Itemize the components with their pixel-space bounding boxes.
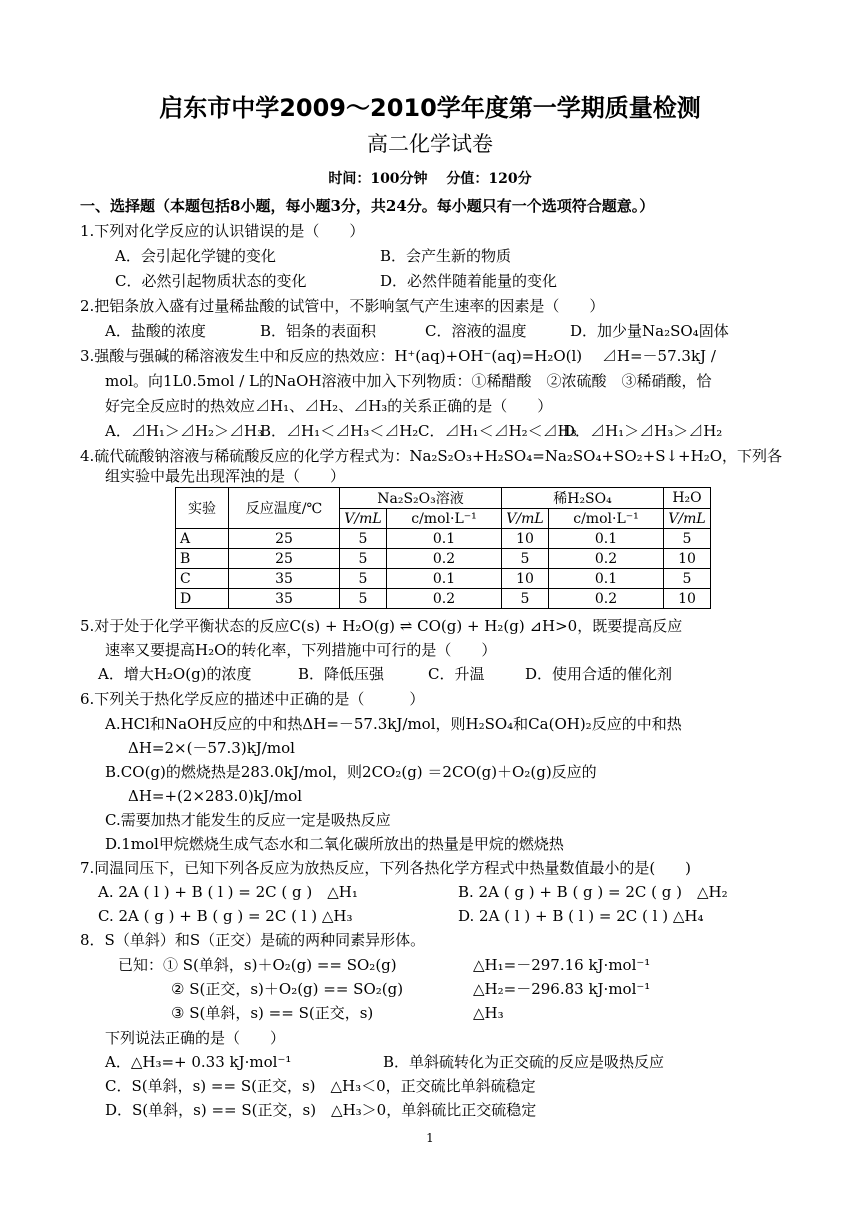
cell-c1: 0.2 — [387, 589, 502, 609]
cell-v2: 5 — [502, 549, 549, 569]
table-row — [176, 569, 711, 589]
q8-ask: 下列说法正确的是（ ） — [105, 1029, 286, 1047]
q8-known-1: 已知：① S(单斜，s)＋O₂(g) == SO₂(g) — [118, 956, 397, 974]
page-title: 启东市中学2009～2010学年度第一学期质量检测 — [159, 94, 701, 122]
q1-option-a: A．会引起化学键的变化 — [115, 247, 276, 265]
th-temp: 反应温度/℃ — [229, 488, 340, 529]
table-row — [176, 529, 711, 549]
th-h2o: H₂O — [664, 488, 711, 509]
cell-temp: 35 — [229, 589, 340, 609]
cell-c2: 0.2 — [549, 589, 664, 609]
q2-option-c: C．溶液的温度 — [425, 322, 527, 340]
q5-option-a: A．增大H₂O(g)的浓度 — [98, 665, 252, 683]
q6-option-b-line2: ΔH=+(2×283.0)kJ/mol — [128, 787, 303, 805]
cell-temp: 25 — [229, 549, 340, 569]
cell-v2: 5 — [502, 589, 549, 609]
th-v1: V/mL — [340, 509, 387, 529]
th-h2so4: 稀H₂SO₄ — [502, 488, 664, 509]
q6-option-c: C.需要加热才能发生的反应一定是吸热反应 — [105, 811, 391, 829]
q8-option-b: B．单斜硫转化为正交硫的反应是吸热反应 — [383, 1053, 665, 1071]
cell-c2: 0.1 — [549, 529, 664, 549]
q3-option-d: D．⊿H₁＞⊿H₃＞⊿H₂ — [563, 422, 723, 440]
cell-v1: 5 — [340, 529, 387, 549]
cell-c1: 0.2 — [387, 549, 502, 569]
q3-line3: 好完全反应时的热效应⊿H₁、⊿H₂、⊿H₃的关系正确的是（ ） — [105, 397, 553, 415]
q1-option-d: D．必然伴随着能量的变化 — [380, 272, 558, 290]
cell-v3: 10 — [664, 549, 711, 569]
q7-option-d: D. 2A ( l ) + B ( l ) = 2C ( l ) △H₄ — [458, 907, 704, 925]
q7-option-c: C. 2A ( g ) + B ( g ) = 2C ( l ) △H₃ — [98, 907, 353, 925]
q1-option-b: B．会产生新的物质 — [380, 247, 512, 265]
q5-option-c: C．升温 — [428, 665, 485, 683]
q2-stem: 2.把铝条放入盛有过量稀盐酸的试管中，不影响氢气产生速率的因素是（ ） — [80, 297, 605, 315]
q3-line2: mol。向1L0.5mol / L的NaOH溶液中加入下列物质：①稀醋酸 ②浓硫酸 ③稀硝酸，恰 — [105, 372, 712, 390]
q1-option-c: C．必然引起物质状态的变化 — [115, 272, 307, 290]
q6-option-a-line1: A.HCl和NaOH反应的中和热ΔH=－57.3kJ/mol，则H₂SO₄和Ca(OH)₂反应的中和热 — [105, 715, 682, 733]
q8-known-3: ③ S(单斜，s) == S(正交，s) — [171, 1004, 374, 1022]
q6-stem: 6.下列关于热化学反应的描述中正确的是（ ） — [80, 690, 425, 708]
cell-v3: 5 — [664, 569, 711, 589]
th-c1: c/mol·L⁻¹ — [387, 509, 502, 529]
table-row — [176, 589, 711, 609]
th-na2s2o3: Na₂S₂O₃溶液 — [340, 488, 502, 509]
page-subtitle: 高二化学试卷 — [367, 132, 493, 156]
cell-temp: 25 — [229, 529, 340, 549]
q6-option-d: D.1mol甲烷燃烧生成气态水和二氧化碳所放出的热量是甲烷的燃烧热 — [105, 835, 564, 853]
q8-option-d: D．S(单斜，s) == S(正交，s) △H₃＞0，单斜硫比正交硫稳定 — [105, 1101, 537, 1119]
cell-exp: D — [176, 589, 229, 609]
cell-c1: 0.1 — [387, 569, 502, 589]
q6-option-a-line2: ΔH=2×(－57.3)kJ/mol — [128, 739, 295, 757]
cell-v2: 10 — [502, 529, 549, 549]
cell-v1: 5 — [340, 589, 387, 609]
q7-option-a: A. 2A ( l ) + B ( l ) = 2C ( g ) △H₁ — [98, 883, 358, 901]
q5-line1: 5.对于处于化学平衡状态的反应C(s) + H₂O(g) ⇌ CO(g) + H₂(g) ⊿H>0，既要提高反应 — [80, 617, 683, 635]
cell-temp: 35 — [229, 569, 340, 589]
q8-known-1-dh: △H₁=－297.16 kJ·mol⁻¹ — [473, 956, 651, 974]
experiment-table — [175, 487, 711, 609]
q8-known-2: ② S(正交，s)＋O₂(g) == SO₂(g) — [171, 980, 404, 998]
q5-line2: 速率又要提高H₂O的转化率，下列措施中可行的是（ ） — [105, 641, 497, 659]
th-v2: V/mL — [502, 509, 549, 529]
q3-option-b: B．⊿H₁＜⊿H₃＜⊿H₂ — [260, 422, 419, 440]
cell-c2: 0.2 — [549, 549, 664, 569]
q3-line1: 3.强酸与强碱的稀溶液发生中和反应的热效应：H⁺(aq)+OH⁻(aq)=H₂O(l) ⊿H=－57.3kJ / — [80, 347, 716, 365]
q8-option-c: C．S(单斜，s) == S(正交，s) △H₃＜0，正交硫比单斜硫稳定 — [105, 1077, 536, 1095]
q3-option-a: A．⊿H₁＞⊿H₂＞⊿H₃ — [105, 422, 264, 440]
q5-option-b: B．降低压强 — [298, 665, 385, 683]
q8-known-3-dh: △H₃ — [473, 1004, 504, 1022]
q1-stem: 1.下列对化学反应的认识错误的是（ ） — [80, 222, 365, 240]
page-number: 1 — [426, 1131, 434, 1145]
cell-exp: C — [176, 569, 229, 589]
cell-exp: B — [176, 549, 229, 569]
q2-option-a: A．盐酸的浓度 — [105, 322, 206, 340]
q7-stem: 7.同温同压下，已知下列各反应为放热反应，下列各热化学方程式中热量数值最小的是( ) — [80, 859, 692, 877]
q5-option-d: D．使用合适的催化剂 — [525, 665, 673, 683]
cell-v1: 5 — [340, 549, 387, 569]
q8-known-2-dh: △H₂=－296.83 kJ·mol⁻¹ — [473, 980, 651, 998]
q2-option-b: B．铝条的表面积 — [260, 322, 377, 340]
th-c2: c/mol·L⁻¹ — [549, 509, 664, 529]
q6-option-b-line1: B.CO(g)的燃烧热是283.0kJ/mol，则2CO₂(g) ＝2CO(g)＋O₂(g)反应的 — [105, 763, 597, 781]
table-row — [176, 549, 711, 569]
q4-line2: 组实验中最先出现浑浊的是（ ） — [105, 467, 346, 485]
q2-option-d: D．加少量Na₂SO₄固体 — [570, 322, 729, 340]
cell-v2: 10 — [502, 569, 549, 589]
exam-meta: 时间：100分钟 分值：120分 — [328, 171, 532, 187]
q8-stem: 8．S（单斜）和S（正交）是硫的两种同素异形体。 — [80, 931, 426, 949]
cell-v3: 10 — [664, 589, 711, 609]
cell-c1: 0.1 — [387, 529, 502, 549]
cell-exp: A — [176, 529, 229, 549]
cell-v1: 5 — [340, 569, 387, 589]
q7-option-b: B. 2A ( g ) + B ( g ) = 2C ( g ) △H₂ — [458, 883, 728, 901]
cell-c2: 0.1 — [549, 569, 664, 589]
cell-v3: 5 — [664, 529, 711, 549]
q3-option-c: C．⊿H₁＜⊿H₂＜⊿H₃ — [418, 422, 577, 440]
q4-line1: 4.硫代硫酸钠溶液与稀硫酸反应的化学方程式为：Na₂S₂O₃+H₂SO₄=Na₂SO₄+SO₂+S↓+H₂O，下列各 — [80, 447, 783, 465]
th-v3: V/mL — [664, 509, 711, 529]
th-exp: 实验 — [176, 488, 229, 529]
q8-option-a: A．△H₃=+ 0.33 kJ·mol⁻¹ — [105, 1053, 292, 1071]
section-heading: 一、选择题（本题包括8小题，每小题3分，共24分。每小题只有一个选项符合题意。） — [80, 197, 655, 215]
